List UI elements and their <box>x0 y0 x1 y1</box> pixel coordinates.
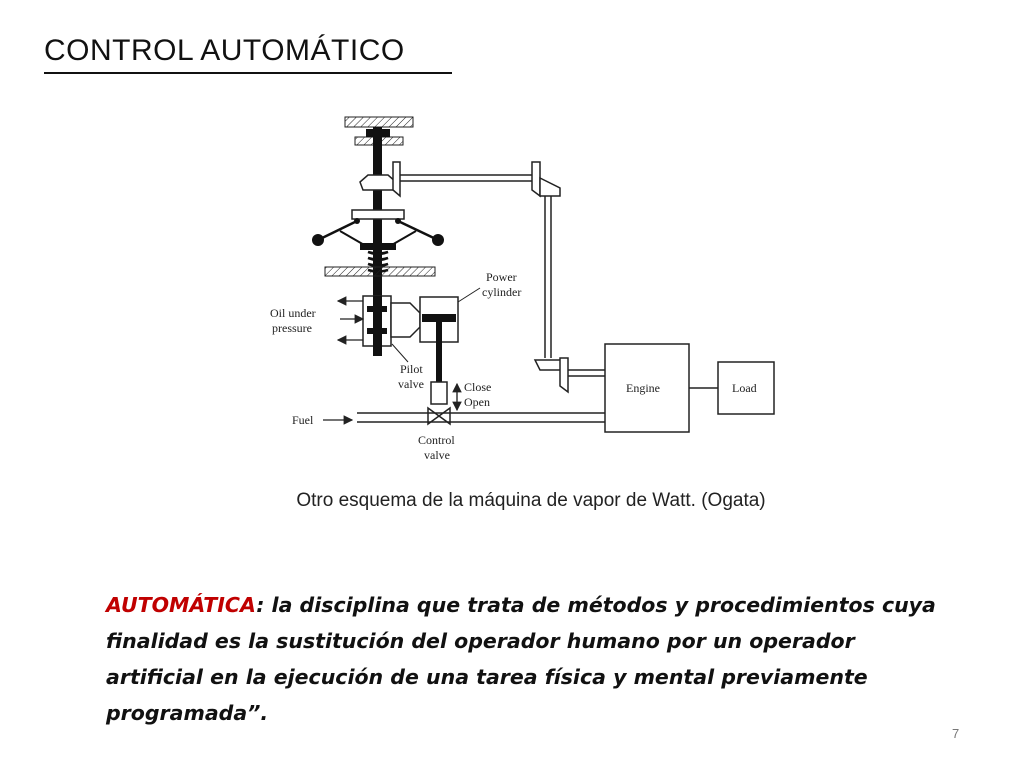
label-pilot-2: valve <box>398 377 424 391</box>
slide-title: CONTROL AUTOMÁTICO <box>44 34 405 67</box>
label-oil-1: Oil under <box>270 306 316 320</box>
power-piston <box>422 314 456 322</box>
label-power-cylinder-2: cylinder <box>482 285 522 299</box>
label-oil-2: pressure <box>272 321 312 335</box>
label-pilot-1: Pilot <box>400 362 423 376</box>
lower-plate-hatch <box>325 267 435 276</box>
label-close: Close <box>464 380 492 394</box>
figure-caption: Otro esquema de la máquina de vapor de Watt. (Ogata) <box>296 490 766 511</box>
label-control-1: Control <box>418 433 455 447</box>
sliding-collar <box>360 243 396 250</box>
control-valve-stem-box <box>431 382 447 404</box>
flyball-left <box>312 234 324 246</box>
page-number: 7 <box>952 726 960 741</box>
piston-rod <box>436 322 442 382</box>
label-control-2: valve <box>424 448 450 462</box>
label-power-cylinder-1: Power <box>486 270 517 284</box>
definition-text: : la disciplina que trata de métodos y procedimientos cuya finalidad es la sustitución del operador humano por un operador artificial en la ejecución de una tarea física y mental previamente programada”. <box>106 592 936 725</box>
flyball-right <box>432 234 444 246</box>
definition-term: AUTOMÁTICA <box>106 592 257 617</box>
top-support-hatch <box>345 117 413 127</box>
title-underline <box>44 72 452 74</box>
label-open: Open <box>464 395 490 409</box>
spindle-bevel-gear <box>360 175 396 190</box>
label-fuel: Fuel <box>292 413 314 427</box>
flyball-top-collar <box>352 210 404 219</box>
label-engine: Engine <box>626 381 660 395</box>
definition-paragraph <box>106 587 946 731</box>
label-load: Load <box>732 381 757 395</box>
upper-right-bevel-gear <box>532 162 540 196</box>
watt-governor-diagram <box>260 100 790 470</box>
